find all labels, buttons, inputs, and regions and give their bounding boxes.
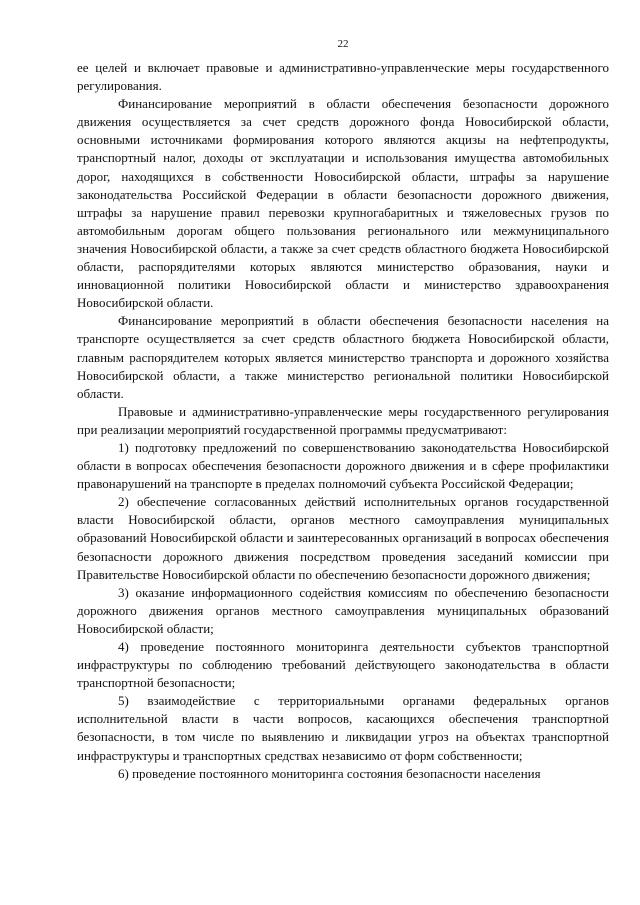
paragraph-measures-intro: Правовые и административно-управленческие меры государственного регулирования при реализации мероприятий государственной программы предусматривают: — [77, 403, 609, 437]
document-body — [77, 59, 609, 783]
paragraph-transport-safety-financing: Финансирование мероприятий в области обеспечения безопасности населения на транспорте осуществляется за счет средств областного бюджета Новосибирской области, главным распорядителем которых является министерство транспорта и дорожного хозяйства Новосибирской области, а также министерство региональной политики Новосибирской области. — [77, 313, 609, 401]
list-item-3: 3) оказание информационного содействия комиссиям по обеспечению безопасности дорожного движения органов местного самоуправления муниципальных образований Новосибирской области; — [77, 584, 609, 636]
paragraph-continuation: ее целей и включает правовые и административно-управленческие меры государственного регулирования. — [77, 60, 609, 94]
page-number: 22 — [337, 38, 349, 50]
paragraph-road-safety-financing: Финансирование мероприятий в области обеспечения безопасности дорожного движения осуществляется за счет средств дорожного фонда Новосибирской области, основными источниками формирования которого являются акцизы на нефтепродукты, транспортный налог, доходы от эксплуатации и использования имущества автомобильных дорог, находящихся в собственности Новосибирской области, штрафы за нарушение законодательства Российской Федерации в области безопасности дорожного движения, штрафы за нарушение правил перевозки крупногабаритных и тяжеловесных грузов по автомобильным дорогам общего пользования регионального или межмуниципального значения Новосибирской области, а также за счет средств областного бюджета Новосибирской области, распорядителями которых являются министерство образования, науки и инновационной политики Новосибирской области и министерство здравоохранения Новосибирской области. — [77, 96, 609, 311]
list-item-4: 4) проведение постоянного мониторинга деятельности субъектов транспортной инфраструктуры по соблюдению требований действующего законодательства в области транспортной безопасности; — [77, 639, 609, 691]
list-item-6: 6) проведение постоянного мониторинга состояния безопасности населения — [118, 765, 541, 781]
list-item-5: 5) взаимодействие с территориальными органами федеральных органов исполнительной власти в части вопросов, касающихся обеспечения транспортной безопасности, в том числе по выявлению и ликвидации угроз на объектах транспортной инфраструктуры и транспортных средствах независимо от форм собственности; — [77, 693, 609, 763]
list-item-2: 2) обеспечение согласованных действий исполнительных органов государственной власти Новосибирской области, органов местного самоуправления муниципальных образований Новосибирской области и заинтересованных организаций в вопросах обеспечения безопасности дорожного движения посредством проведения заседаний комиссии при Правительстве Новосибирской области по обеспечению безопасности дорожного движения; — [77, 494, 609, 582]
list-item-1: 1) подготовку предложений по совершенствованию законодательства Новосибирской области в вопросах обеспечения безопасности дорожного движения и в сфере профилактики правонарушений на транспорте в пределах полномочий субъекта Российской Федерации; — [77, 439, 609, 492]
